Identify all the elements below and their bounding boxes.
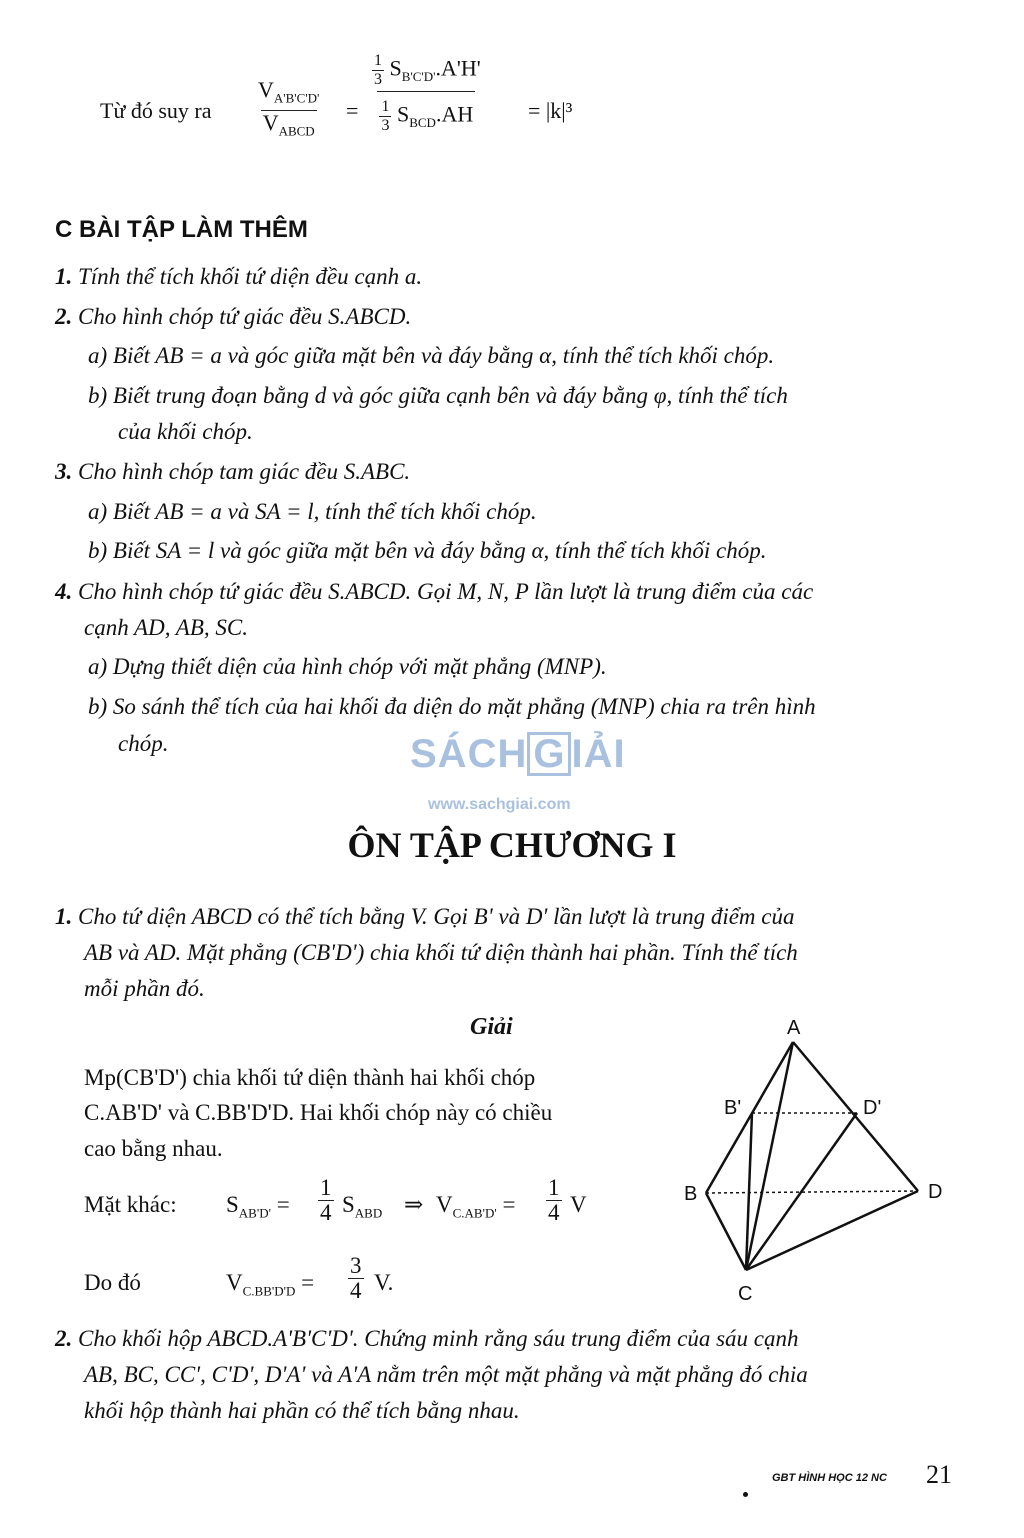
watermark-g-box: G bbox=[527, 732, 571, 776]
rhs-fraction: $\frac{1}{3}$ $S_{B'C'D'}.A'H'$ $\frac{1}{3}$ $S_{BCD}.AH$ bbox=[370, 52, 483, 137]
exercise-2b: b) Biết trung đoạn bằng d và góc giữa cạnh bên và đáy bằng φ, tính thể tích bbox=[88, 383, 788, 408]
vertex-label-a: A bbox=[787, 1017, 801, 1039]
solution-line-3: cao bằng nhau. bbox=[84, 1136, 223, 1161]
exercise-2b-cont: của khối chóp. bbox=[118, 419, 253, 444]
watermark-logo: SÁCH G IẢI bbox=[410, 732, 626, 776]
exercise-4b: b) So sánh thể tích của hai khối đa diện do mặt phẳng (MNP) chia ra trên hình bbox=[88, 694, 816, 719]
watermark-url: www.sachgiai.com bbox=[428, 796, 571, 813]
exercise-4: 4. Cho hình chóp tứ giác đều S.ABCD. Gọi M, N, P lần lượt là trung điểm của các bbox=[55, 579, 814, 604]
tetrahedron-figure bbox=[680, 1010, 970, 1310]
solution-line-2: C.AB'D' và C.BB'D'D. Hai khối chóp này có chiều bbox=[84, 1100, 553, 1125]
formula-result: = |k|³ bbox=[528, 98, 573, 123]
problem-2-line-3: khối hộp thành hai phần có thể tích bằng nhau. bbox=[84, 1398, 520, 1423]
solution-line-1: Mp(CB'D') chia khối tứ diện thành hai khối chóp bbox=[84, 1065, 536, 1090]
exercise-3: 3. Cho hình chóp tam giác đều S.ABC. bbox=[55, 459, 411, 484]
vertex-label-d-prime: D' bbox=[863, 1097, 882, 1119]
solution-label: Giải bbox=[470, 1014, 513, 1040]
problem-1-line-1: 1. Cho tứ diện ABCD có thể tích bằng V. Gọi B' và D' lần lượt là trung điểm của bbox=[55, 904, 795, 929]
vertex-label-b-prime: B' bbox=[724, 1097, 742, 1119]
exercise-4-cont: cạnh AD, AB, SC. bbox=[84, 615, 248, 640]
vertex-label-d: D bbox=[928, 1181, 943, 1203]
formula-lead: Từ đó suy ra bbox=[100, 98, 212, 123]
vertex-label-b: B bbox=[684, 1183, 698, 1205]
exercise-3a: a) Biết AB = a và SA = l, tính thể tích khối chóp. bbox=[88, 499, 537, 524]
problem-1-line-3: mỗi phần đó. bbox=[84, 976, 205, 1001]
footer-book-title: GBT HÌNH HỌC 12 NC bbox=[772, 1472, 887, 1484]
problem-2-line-2: AB, BC, CC', C'D', D'A' và A'A nằm trên một mặt phẳng và mặt phẳng đó chia bbox=[84, 1362, 808, 1387]
exercise-2a: a) Biết AB = a và góc giữa mặt bên và đáy bằng α, tính thể tích khối chóp. bbox=[88, 343, 775, 368]
vertex-label-c: C bbox=[738, 1283, 753, 1305]
exercise-4a: a) Dựng thiết diện của hình chóp với mặt phẳng (MNP). bbox=[88, 654, 607, 679]
footer-page-number: 21 bbox=[926, 1460, 952, 1489]
footer-dot bbox=[743, 1492, 748, 1497]
exercise-3b: b) Biết SA = l và góc giữa mặt bên và đáy bằng α, tính thể tích khối chóp. bbox=[88, 538, 767, 563]
exercise-1: 1. Tính thể tích khối tứ diện đều cạnh a. bbox=[55, 264, 423, 289]
exercise-4b-cont: chóp. bbox=[118, 731, 169, 756]
exercise-2: 2. Cho hình chóp tứ giác đều S.ABCD. bbox=[55, 304, 412, 329]
problem-2-line-1: 2. Cho khối hộp ABCD.A'B'C'D'. Chứng minh rằng sáu trung điểm của sáu cạnh bbox=[55, 1326, 799, 1351]
chapter-title: ÔN TẬP CHƯƠNG I bbox=[347, 825, 677, 865]
section-c-heading: C BÀI TẬP LÀM THÊM bbox=[55, 216, 308, 243]
problem-1-line-2: AB và AD. Mặt phẳng (CB'D') chia khối tứ diện thành hai phần. Tính thể tích bbox=[84, 940, 798, 965]
lhs-fraction: $V_{A'B'C'D'}$ $V_{ABCD}$ bbox=[256, 78, 321, 144]
